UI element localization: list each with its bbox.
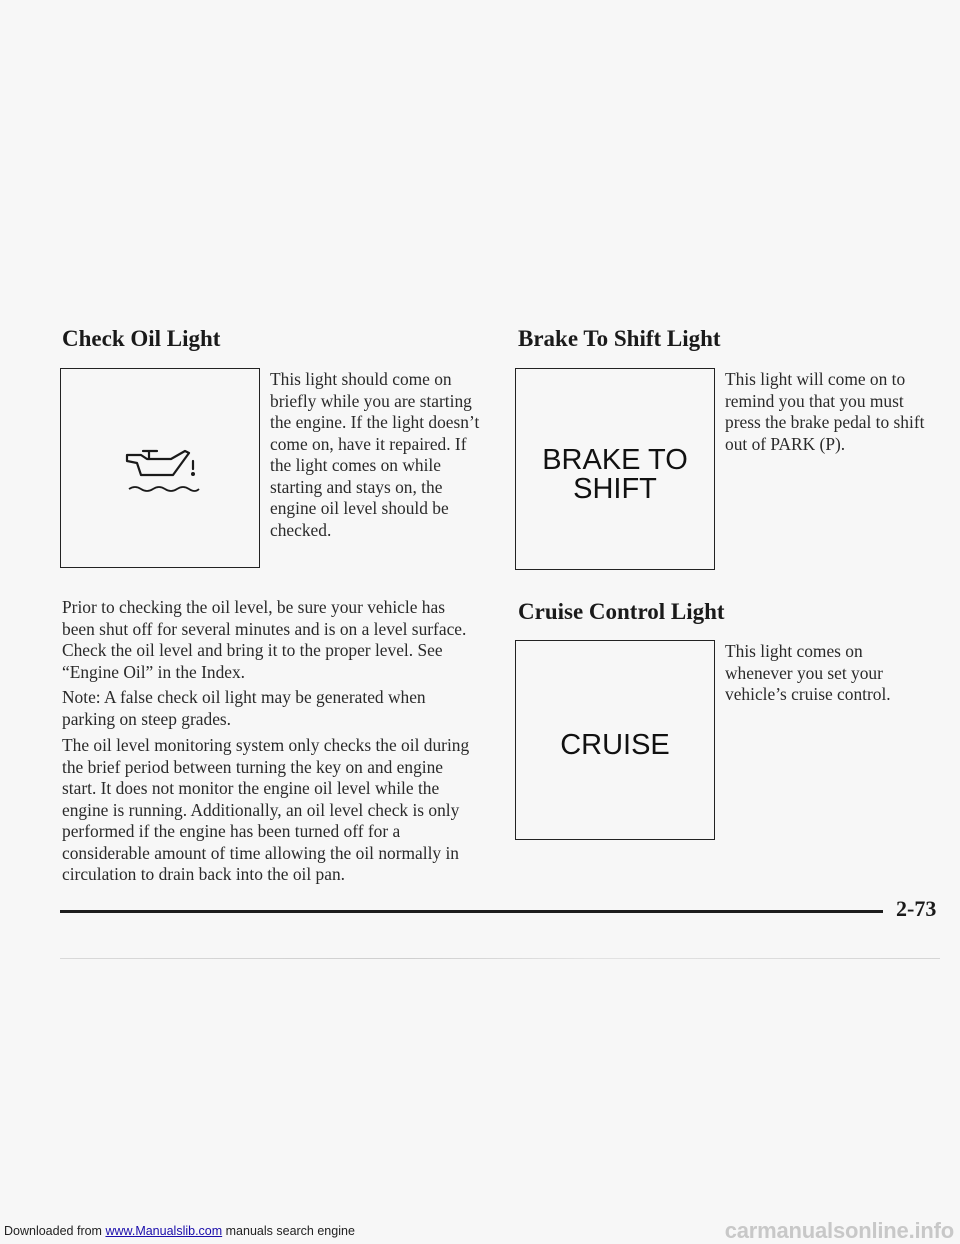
- cruise-control-title: Cruise Control Light: [518, 599, 725, 624]
- page-number: 2-73: [896, 896, 937, 921]
- check-oil-indicator-box: [60, 368, 260, 568]
- cruise-side-text: This light comes on whenever you set your vehicle’s cruise control.: [725, 641, 891, 704]
- scan-line: [60, 958, 940, 959]
- oil-can-icon: [119, 439, 203, 495]
- brake-to-shift-side-text: This light will come on to remind you that you must press the brake pedal to shift out of PARK (P).: [725, 369, 925, 454]
- manualslib-link[interactable]: www.Manualslib.com: [105, 1224, 223, 1238]
- cruise-indicator-box: [515, 640, 715, 840]
- check-oil-title: Check Oil Light: [62, 326, 221, 351]
- download-footer: [4, 1224, 355, 1238]
- brake-to-shift-title: Brake To Shift Light: [518, 326, 721, 351]
- brake-to-shift-indicator-box: [515, 368, 715, 570]
- check-oil-paragraph-1: Prior to checking the oil level, be sure your vehicle has been shut off for several minutes and is on a level surface. Check the oil level and bring it to the proper level. See “Engine Oil” in the Index.: [62, 597, 467, 682]
- check-oil-paragraph-3: The oil level monitoring system only checks the oil during the brief period between turning the key on and engine start. It does not monitor the engine oil level while the engine is running. Additionally, an oil level check is only performed if the engine has been turned off for a considerable amount of time allowing the oil normally in circulation to drain back into the oil pan.: [62, 735, 470, 884]
- footer-suffix: manuals search engine: [222, 1224, 355, 1238]
- page-rule: [60, 910, 883, 913]
- footer-prefix: Downloaded from: [4, 1224, 106, 1238]
- cruise-box-label: CRUISE: [560, 729, 670, 761]
- site-watermark: carmanualsonline.info: [724, 1218, 954, 1243]
- check-oil-side-text: This light should come on briefly while you are starting the engine. If the light doesn’t come on, have it repaired. If the light comes on while starting and stays on, the engine oil level should be checked.: [270, 369, 480, 540]
- brake-to-shift-box-label: BRAKE TO SHIFT: [542, 444, 688, 505]
- check-oil-paragraph-2: Note: A false check oil light may be generated when parking on steep grades.: [62, 687, 426, 729]
